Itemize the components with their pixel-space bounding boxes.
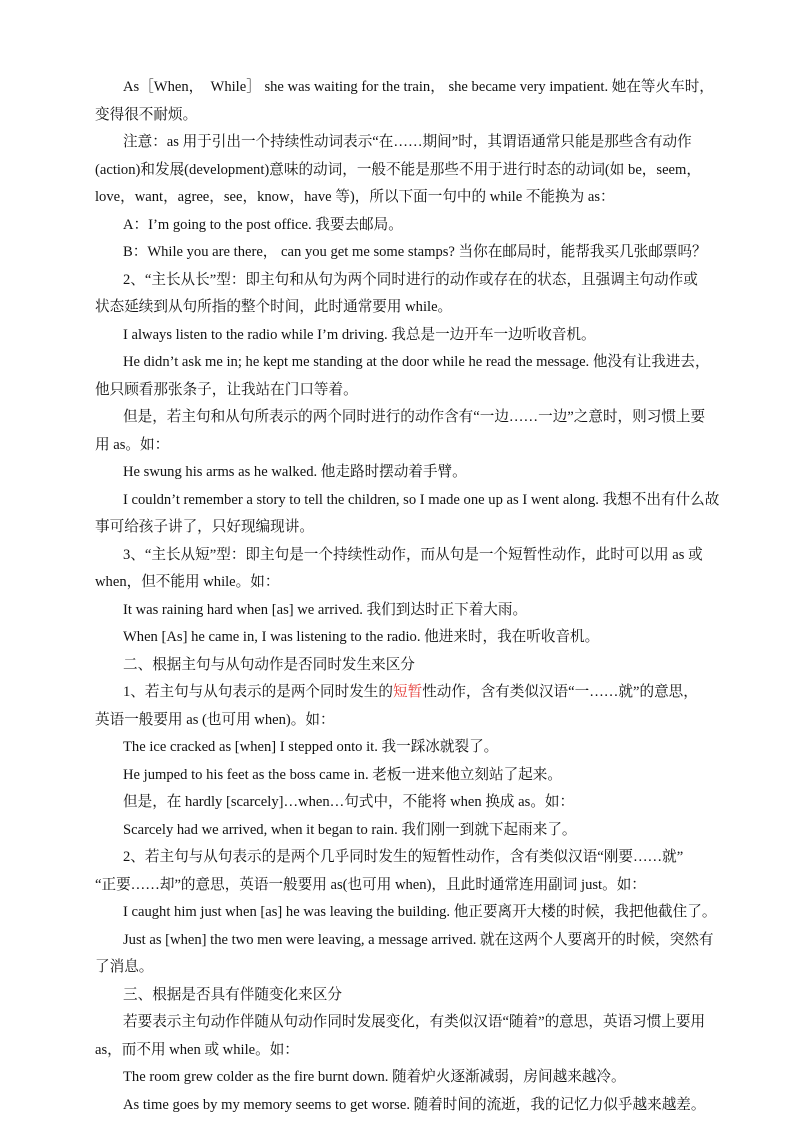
paragraph-continuation-line <box>0 569 800 597</box>
highlighted-text: 短暂 <box>393 684 423 700</box>
line-text: 了消息。 <box>95 959 154 975</box>
line-text: He swung his arms as he walked. 他走路时摆动着手臂。 <box>123 464 467 480</box>
line-text: Scarcely had we arrived, when it began to rain. 我们刚一到就下起雨来了。 <box>123 821 577 838</box>
paragraph-first-line <box>0 239 800 267</box>
paragraph-first-line <box>0 624 800 652</box>
paragraph-first-line <box>0 542 800 570</box>
paragraph-continuation-line <box>0 1037 800 1065</box>
line-text: (action)和发展(development)意味的动词，一般不能是那些不用于进行时态的动词(如 be，seem， <box>95 161 701 178</box>
paragraph-continuation-line <box>0 102 800 130</box>
line-text: “正要……却”的意思，英语一般要用 as(也可用 when)，且此时通常连用副词 just。如： <box>95 876 646 893</box>
paragraph-continuation-line <box>0 514 800 542</box>
line-text-after: 性动作，含有类似汉语“一……就”的意思， <box>422 684 698 700</box>
paragraph-first-line <box>0 597 800 625</box>
paragraph-first-line <box>0 267 800 295</box>
line-text: 二、根据主句与从句动作是否同时发生来区分 <box>123 656 415 673</box>
line-text: 事可给孩子讲了，只好现编现讲。 <box>95 519 314 535</box>
paragraph-first-line <box>0 652 800 680</box>
line-text: 2、“主长从长”型：即主句和从句为两个同时进行的动作或存在的状态，且强调主句动作或 <box>123 271 698 288</box>
paragraph-first-line <box>0 459 800 487</box>
paragraph-first-line <box>0 349 800 377</box>
line-text: The room grew colder as the fire burnt down. 随着炉火逐渐减弱，房间越来越冷。 <box>123 1069 626 1085</box>
paragraph-first-line <box>0 679 800 707</box>
line-text: He jumped to his feet as the boss came in. 老板一进来他立刻站了起来。 <box>123 766 562 783</box>
paragraph-first-line <box>0 927 800 955</box>
paragraph-continuation-line <box>0 872 800 900</box>
line-text: As time goes by my memory seems to get worse. 随着时间的流逝，我的记忆力似乎越来越差。 <box>123 1096 706 1113</box>
line-text: as，而不用 when 或 while。如： <box>95 1041 299 1058</box>
line-text: 若要表示主句动作伴随从句动作同时发展变化，有类似汉语“随着”的意思，英语习惯上要用 <box>123 1014 706 1030</box>
line-text: B：While you are there， can you get me some stamps? 当你在邮局时，能帮我买几张邮票吗？ <box>123 244 707 260</box>
paragraph-continuation-line <box>0 157 800 185</box>
line-text: 用 as。如： <box>95 436 170 453</box>
line-text: When [As] he came in, I was listening to the radio. 他进来时，我在听收音机。 <box>123 629 600 645</box>
paragraph-first-line <box>0 1064 800 1092</box>
line-text: 三、根据是否具有伴随变化来区分 <box>123 986 342 1003</box>
line-text: 但是，若主句和从句所表示的两个同时进行的动作含有“一边……一边”之意时，则习惯上要 <box>123 409 706 425</box>
paragraph-continuation-line <box>0 432 800 460</box>
line-text: 1、若主句与从句表示的是两个同时发生的 <box>123 684 393 700</box>
paragraph-first-line <box>0 212 800 240</box>
paragraph-continuation-line <box>0 954 800 982</box>
line-text: It was raining hard when [as] we arrived. 我们到达时正下着大雨。 <box>123 601 528 618</box>
paragraph-continuation-line <box>0 377 800 405</box>
paragraph-first-line <box>0 74 800 102</box>
paragraph-continuation-line <box>0 294 800 322</box>
paragraph-first-line <box>0 1092 800 1120</box>
line-text: I caught him just when [as] he was leaving the building. 他正要离开大楼的时候，我把他截住了。 <box>123 904 717 920</box>
paragraph-first-line <box>0 734 800 762</box>
line-text: Just as [when] the two men were leaving, a message arrived. 就在这两个人要离开的时候，突然有 <box>123 931 714 948</box>
line-text: 3、“主长从短”型：即主句是一个持续性动作，而从句是一个短暂性动作，此时可以用 as 或 <box>123 546 703 563</box>
line-text: 变得很不耐烦。 <box>95 106 198 123</box>
paragraph-first-line <box>0 487 800 515</box>
line-text: 2、若主句与从句表示的是两个几乎同时发生的短暂性动作，含有类似汉语“刚要……就” <box>123 849 684 865</box>
paragraph-first-line <box>0 404 800 432</box>
line-text: 状态延续到从句所指的整个时间，此时通常要用 while。 <box>95 299 453 315</box>
paragraph-first-line <box>0 899 800 927</box>
paragraph-continuation-line <box>0 184 800 212</box>
paragraph-first-line <box>0 817 800 845</box>
line-text: love，want，agree，see，know，have 等)，所以下面一句中的 while 不能换为 as： <box>95 189 615 205</box>
paragraph-first-line <box>0 322 800 350</box>
line-text: He didn’t ask me in; he kept me standing at the door while he read the message. 他没有让我进去， <box>123 354 710 370</box>
paragraph-first-line <box>0 762 800 790</box>
line-text: 他只顾看那张条子，让我站在门口等着。 <box>95 381 358 398</box>
paragraph-first-line <box>0 789 800 817</box>
line-text: A：I’m going to the post office. 我要去邮局。 <box>123 216 403 233</box>
paragraph-continuation-line <box>0 707 800 735</box>
line-text: 英语一般要用 as (也可用 when)。如： <box>95 711 335 728</box>
paragraph-first-line <box>0 1009 800 1037</box>
line-text: I couldn’t remember a story to tell the children, so I made one up as I went along. 我想不出有什么故 <box>123 491 720 508</box>
line-text: 但是，在 hardly [scarcely]…when…句式中，不能将 when 换成 as。如： <box>123 794 575 810</box>
line-text: when，但不能用 while。如： <box>95 574 280 590</box>
line-text: 注意：as 用于引出一个持续性动词表示“在……期间”时，其谓语通常只能是那些含有动作 <box>123 134 692 150</box>
paragraph-first-line <box>0 982 800 1010</box>
document-body <box>0 74 800 1119</box>
paragraph-first-line <box>0 129 800 157</box>
line-text: I always listen to the radio while I’m driving. 我总是一边开车一边听收音机。 <box>123 326 596 343</box>
line-text: The ice cracked as [when] I stepped onto it. 我一踩冰就裂了。 <box>123 739 499 755</box>
paragraph-first-line <box>0 844 800 872</box>
line-text: As［When， While］ she was waiting for the train， she became very impatient. 她在等火车时， <box>123 79 714 95</box>
